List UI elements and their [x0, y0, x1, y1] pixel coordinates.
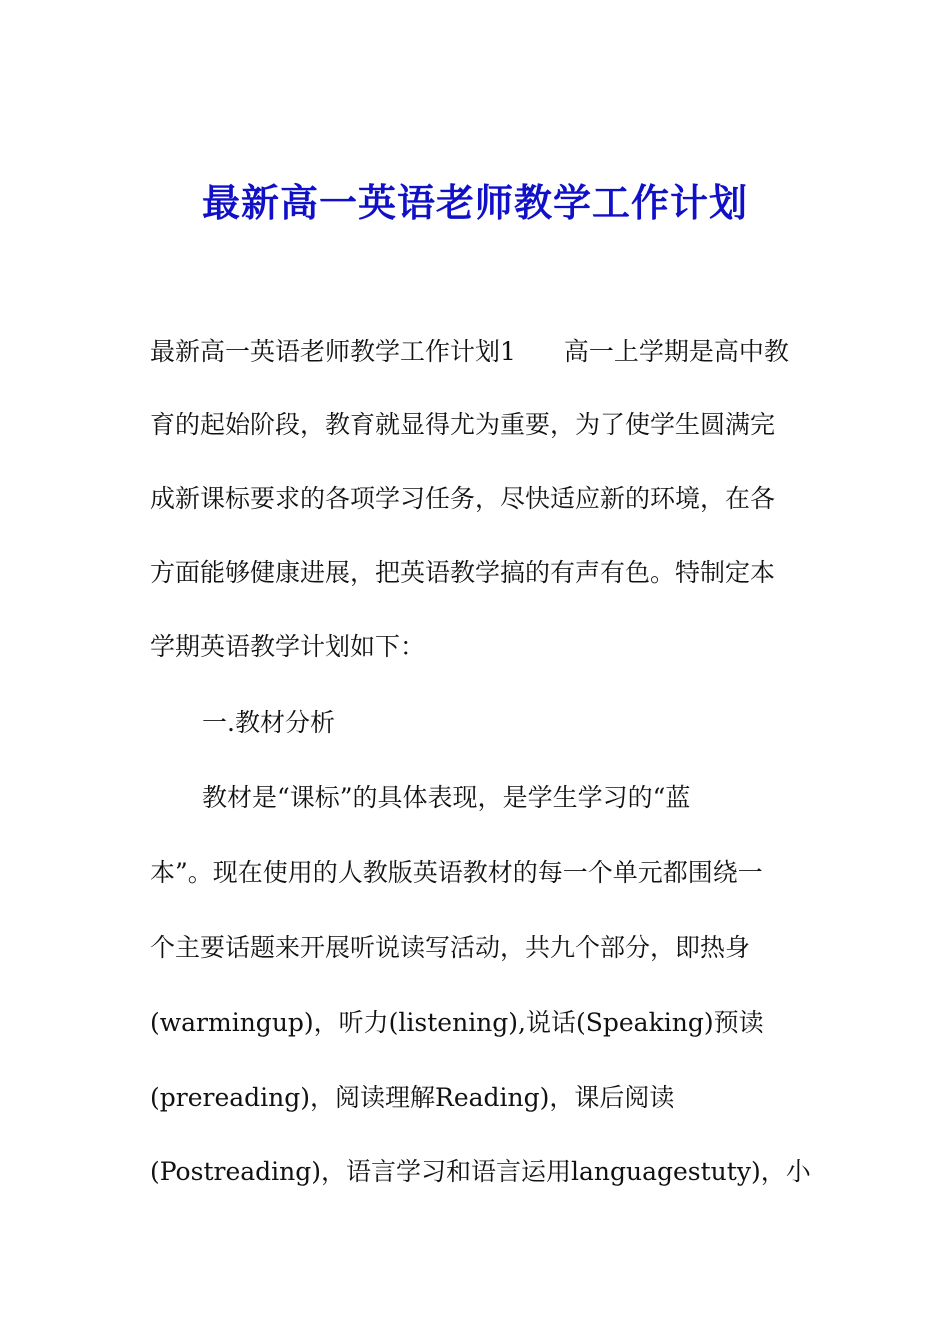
section-heading-textbook-analysis: 一.教材分析 — [202, 708, 335, 737]
paragraph-line-3: 成新课标要求的各项学习任务，尽快适应新的环境，在各 — [150, 484, 776, 513]
document-title: 最新高一英语老师教学工作计划 — [201, 180, 748, 225]
paragraph-line-2: 育的起始阶段，教育就显得尤为重要，为了使学生圆满完 — [150, 410, 776, 439]
paragraph-line-12: (Postreading)，语言学习和语言运用languagestuty)，小 — [150, 1157, 811, 1186]
paragraph-line-5: 学期英语教学计划如下： — [150, 632, 426, 661]
plan-heading-inline: 最新高一英语老师教学工作计划1 — [150, 337, 516, 366]
intro-text-start: 高一上学期是高中教 — [563, 337, 789, 366]
paragraph-line-4: 方面能够健康进展，把英语教学搞的有声有色。特制定本 — [150, 558, 776, 587]
paragraph-line-8: 本”。现在使用的人教版英语教材的每一个单元都围绕一 — [150, 858, 763, 887]
paragraph-line-9: 个主要话题来开展听说读写活动，共九个部分，即热身 — [150, 933, 751, 962]
paragraph-line-1 — [150, 332, 810, 372]
paragraph-line-10: (warmingup)，听力(listening),说话(Speaking)预读 — [150, 1008, 764, 1037]
paragraph-line-11: (prereading)，阅读理解Reading)，课后阅读 — [150, 1083, 675, 1112]
paragraph-line-7: 教材是“课标”的具体表现，是学生学习的“蓝 — [202, 783, 691, 812]
